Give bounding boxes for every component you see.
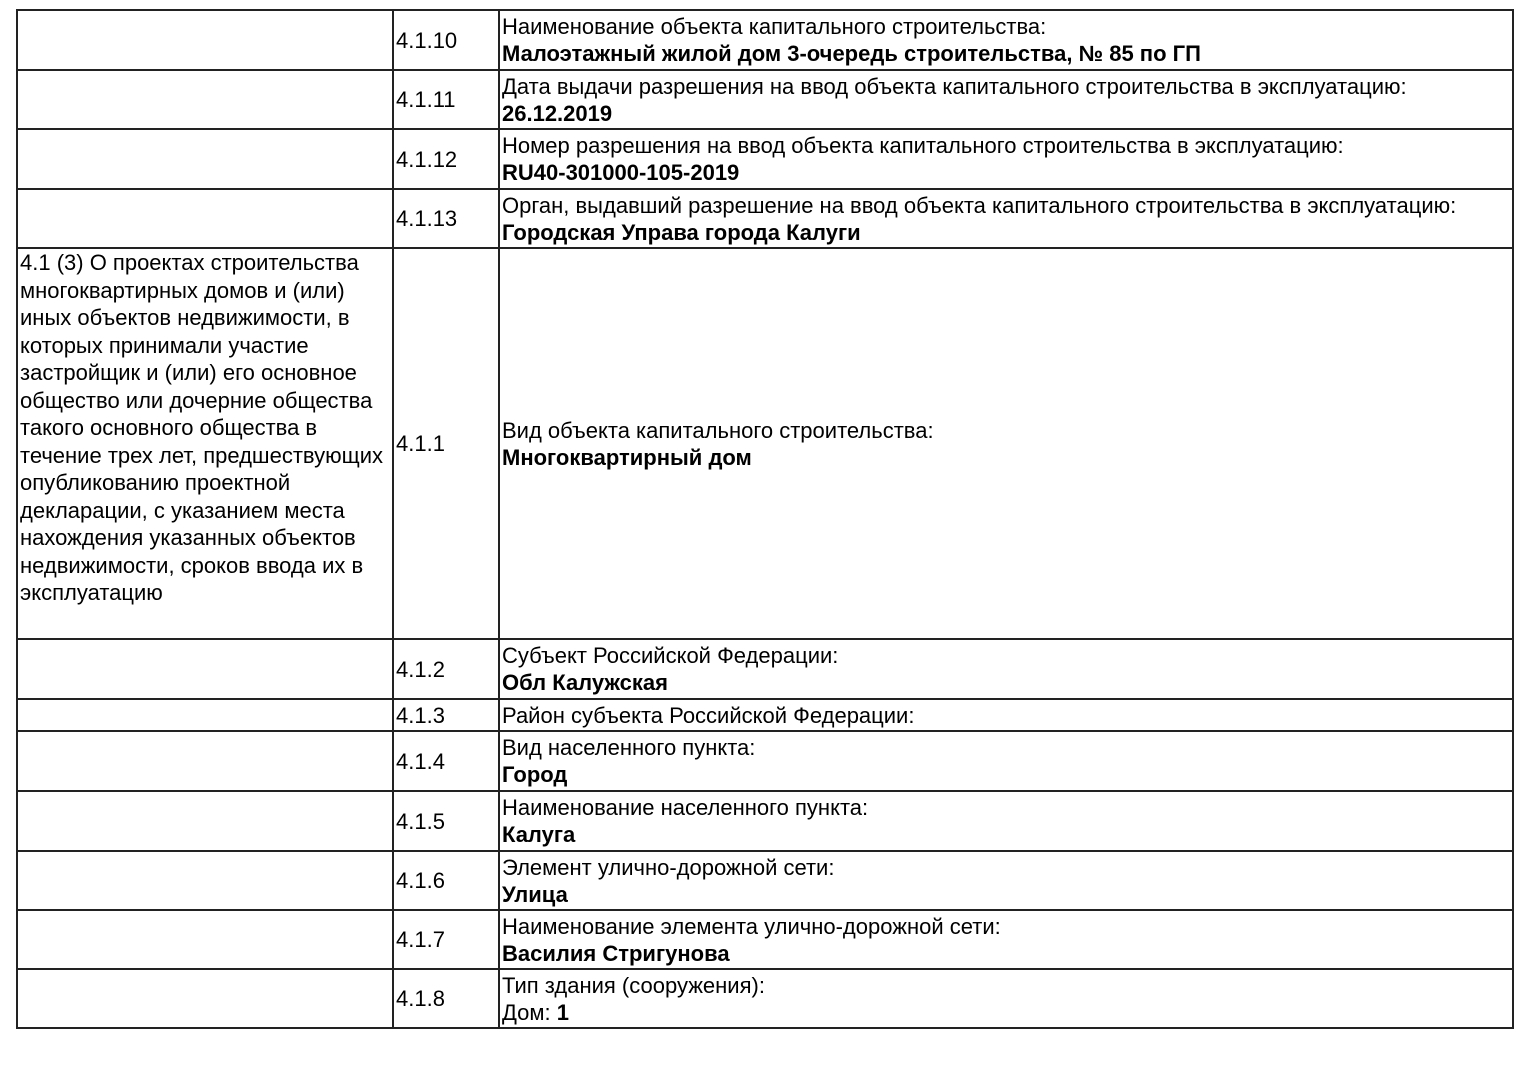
item-code: 4.1.12	[393, 129, 499, 189]
item-content	[499, 731, 1513, 791]
item-value: Василия Стригунова	[502, 940, 730, 966]
item-label: Наименование элемента улично-дорожной сети:	[502, 913, 1001, 939]
item-content	[499, 70, 1513, 129]
table-row	[17, 910, 1513, 969]
item-content	[499, 910, 1513, 969]
item-label: Наименование объекта капитального строительства:	[502, 14, 1047, 39]
item-label: Субъект Российской Федерации:	[502, 643, 839, 668]
item-value: 26.12.2019	[502, 100, 613, 126]
item-label: Тип здания (сооружения):	[502, 972, 765, 998]
item-value: Обл Калужская	[502, 670, 668, 695]
table-row	[17, 189, 1513, 248]
section-cell	[17, 129, 393, 189]
item-content	[499, 791, 1513, 851]
item-code: 4.1.10	[393, 10, 499, 70]
table-row	[17, 129, 1513, 189]
item-label: Вид населенного пункта:	[502, 735, 756, 760]
item-code: 4.1.1	[393, 248, 499, 639]
item-label: Орган, выдавший разрешение на ввод объекта капитального строительства в эксплуатацию:	[502, 192, 1457, 218]
table-row	[17, 70, 1513, 129]
table-row	[17, 731, 1513, 791]
item-label: Элемент улично-дорожной сети:	[502, 854, 835, 880]
item-code: 4.1.11	[393, 70, 499, 129]
item-value: Калуга	[502, 822, 576, 847]
table-row	[17, 969, 1513, 1028]
item-code: 4.1.3	[393, 699, 499, 731]
item-label: Вид объекта капитального строительства:	[502, 417, 934, 443]
item-content	[499, 699, 1513, 731]
section-cell	[17, 791, 393, 851]
item-value: RU40-301000-105-2019	[502, 160, 740, 185]
item-code: 4.1.5	[393, 791, 499, 851]
table-row	[17, 851, 1513, 910]
item-value: Город	[502, 762, 568, 787]
item-content	[499, 969, 1513, 1028]
section-cell	[17, 70, 393, 129]
item-code: 4.1.7	[393, 910, 499, 969]
item-value: Многоквартирный дом	[502, 444, 752, 470]
item-content	[499, 248, 1513, 639]
item-content	[499, 189, 1513, 248]
item-code: 4.1.8	[393, 969, 499, 1028]
table-row	[17, 791, 1513, 851]
item-label: Номер разрешения на ввод объекта капитального строительства в эксплуатацию:	[502, 133, 1344, 158]
item-value: Городская Управа города Калуги	[502, 219, 861, 245]
section-cell	[17, 189, 393, 248]
item-code: 4.1.6	[393, 851, 499, 910]
section-cell	[17, 10, 393, 70]
section-cell	[17, 699, 393, 731]
item-label: Район субъекта Российской Федерации:	[502, 702, 915, 728]
table-row	[17, 639, 1513, 699]
section-cell	[17, 910, 393, 969]
section-cell	[17, 731, 393, 791]
item-content	[499, 10, 1513, 70]
table-row	[17, 699, 1513, 731]
table-row	[17, 248, 1513, 639]
item-code: 4.1.4	[393, 731, 499, 791]
item-code: 4.1.13	[393, 189, 499, 248]
section-cell	[17, 639, 393, 699]
item-content	[499, 129, 1513, 189]
item-value: Дом: 1	[502, 999, 569, 1025]
declaration-table	[16, 9, 1514, 1029]
item-content	[499, 851, 1513, 910]
item-value: Улица	[502, 881, 568, 907]
item-content	[499, 639, 1513, 699]
item-code: 4.1.2	[393, 639, 499, 699]
section-cell	[17, 851, 393, 910]
section-cell	[17, 969, 393, 1028]
item-value: Малоэтажный жилой дом 3-очередь строительства, № 85 по ГП	[502, 41, 1201, 66]
table-row	[17, 10, 1513, 70]
section-cell: 4.1 (3) О проектах строительства многоквартирных домов и (или) иных объектов недвижимости, в которых принимали участие застройщик и (или) его основное общество или дочерние общества такого основного общества в течение трех лет, предшествующих опубликованию проектной декларации, с указанием места нахождения указанных объектов недвижимости, сроков ввода их в эксплуатацию	[17, 248, 393, 639]
item-label: Дата выдачи разрешения на ввод объекта капитального строительства в эксплуатацию:	[502, 73, 1407, 99]
item-label: Наименование населенного пункта:	[502, 795, 869, 820]
